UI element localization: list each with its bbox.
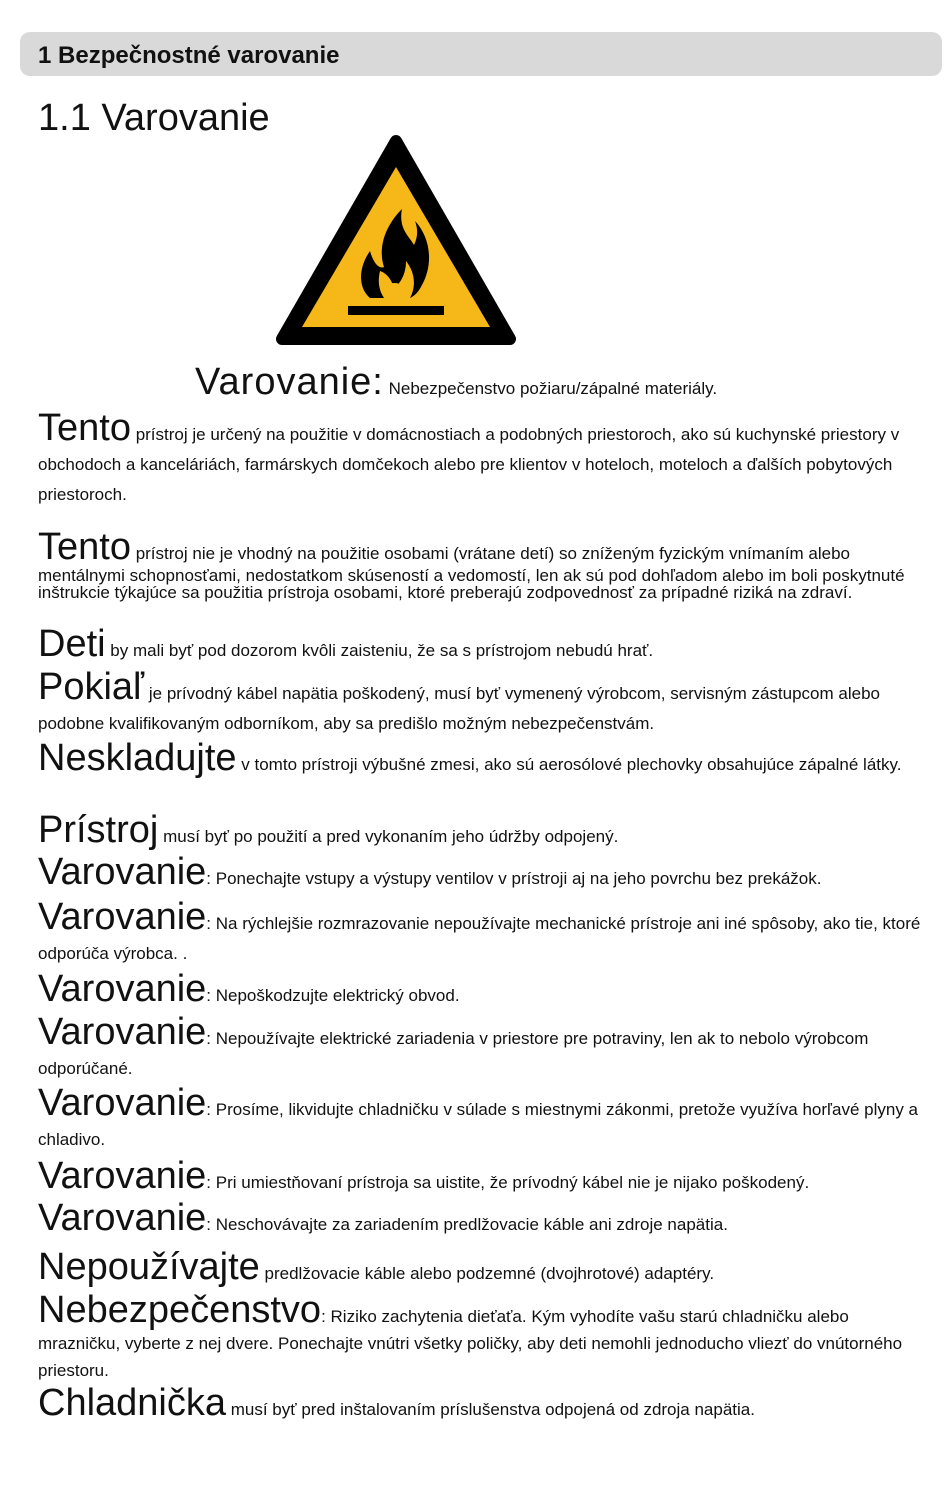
paragraph-text: : Ponechajte vstupy a výstupy ventilov v prístroji aj na jeho povrchu bez prekážok. xyxy=(206,869,822,888)
paragraph-lead: Varovanie xyxy=(38,1155,207,1197)
paragraph-lead: Pokiaľ xyxy=(38,666,145,708)
paragraph-text: prístroj nie je vhodný na použitie osobami (vrátane detí) so zníženým fyzickým vnímaním alebo mentálnymi schopnosťami, nedostatkom skúseností a vedomostí, len ak sú pod dohľadom alebo im boli poskytnuté inštrukcie týkajúce sa použitia prístroja osobami, ktoré preberajú zodpovednosť za prípadné riziká na zdraví. xyxy=(38,544,905,602)
paragraph-lead: Chladnička xyxy=(38,1382,226,1424)
paragraph-lead: Nepoužívajte xyxy=(38,1246,260,1288)
caption-text: Nebezpečenstvo požiaru/zápalné materiály. xyxy=(383,379,718,398)
paragraph-text: : Pri umiestňovaní prístroja sa uistite, že prívodný kábel nie je nijako poškodený. xyxy=(206,1173,810,1192)
flammable-warning-icon xyxy=(274,133,518,347)
paragraph-lead: Neskladujte xyxy=(38,737,237,779)
paragraph-text: : Na rýchlejšie rozmrazovanie nepoužívajte mechanické prístroje ani iné spôsoby, ako tie, ktoré odporúča výrobca. . xyxy=(38,914,921,963)
paragraph xyxy=(38,1247,933,1290)
paragraph xyxy=(38,1198,933,1241)
paragraph-lead: Deti xyxy=(38,623,106,665)
paragraph-lead: Varovanie xyxy=(38,1011,207,1053)
paragraph-text: by mali byť pod dozorom kvôli zaisteniu, že sa s prístrojom nebudú hrať. xyxy=(105,641,654,660)
paragraph-lead: Tento xyxy=(38,526,131,568)
flame-core xyxy=(381,283,407,299)
flame-base-bar xyxy=(348,306,444,315)
paragraph-text: musí byť po použití a pred vykonaním jeho údržby odpojený. xyxy=(158,827,619,846)
paragraph-lead: Varovanie xyxy=(38,968,207,1010)
paragraph xyxy=(38,810,933,853)
paragraph-lead: Varovanie xyxy=(38,1082,207,1124)
paragraph-lead: Varovanie xyxy=(38,851,207,893)
paragraph xyxy=(38,897,933,969)
paragraph xyxy=(38,852,933,895)
section-title xyxy=(38,42,339,70)
paragraph-text: v tomto prístroji výbušné zmesi, ako sú aerosólové plechovky obsahujúce zápalné látky. xyxy=(236,755,902,774)
paragraph-text: : Nepoužívajte elektrické zariadenia v priestore pre potraviny, len ak to nebolo výrobcom odporúčané. xyxy=(38,1029,869,1078)
paragraph xyxy=(38,1083,933,1155)
paragraph-lead: Prístroj xyxy=(38,809,159,851)
paragraph xyxy=(38,408,933,510)
section-number: 1 xyxy=(38,42,52,69)
paragraph xyxy=(38,667,933,739)
paragraph-text: : Nepoškodzujte elektrický obvod. xyxy=(206,986,460,1005)
paragraph xyxy=(38,1156,933,1199)
paragraph-text: je prívodný kábel napätia poškodený, musí byť vymenený výrobcom, servisným zástupcom alebo podobne kvalifikovaným odborníkom, aby sa predišlo možným nebezpečenstvám. xyxy=(38,684,880,733)
paragraph-text: : Prosíme, likvidujte chladničku v súlade s miestnymi zákonmi, pretože využíva horľavé plyny a chladivo. xyxy=(38,1100,918,1149)
caption-label: Varovanie: xyxy=(195,361,384,403)
paragraph xyxy=(38,738,933,780)
paragraph-text: musí byť pred inštalovaním príslušenstva odpojená od zdroja napätia. xyxy=(226,1400,755,1419)
subsection-title: 1.1 Varovanie xyxy=(38,97,270,139)
paragraph-text: prístroj je určený na použitie v domácnostiach a podobných priestoroch, ako sú kuchynské priestory v obchodoch a kanceláriách, farmárskych domčekoch alebo pre klientov v hoteloch, moteloch a ďalších pobytových priestoroch. xyxy=(38,425,900,504)
paragraph xyxy=(38,624,933,667)
paragraph-lead: Varovanie xyxy=(38,1197,207,1239)
paragraph-text: : Riziko zachytenia dieťaťa. Kým vyhodíte vašu starú chladničku alebo mrazničku, vyberte z nej dvere. Ponechajte vnútri všetky poličky, aby deti nemohli jednoducho vliezť do vnútorného priestoru. xyxy=(38,1307,903,1380)
paragraph xyxy=(38,969,933,1012)
paragraph xyxy=(38,1290,933,1384)
warning-caption xyxy=(195,360,935,412)
paragraph xyxy=(38,1383,933,1426)
paragraph-lead: Nebezpečenstvo xyxy=(38,1289,322,1331)
section-title-text: Bezpečnostné varovanie xyxy=(58,42,340,69)
paragraph xyxy=(38,527,933,601)
paragraph-text: : Neschovávajte za zariadením predlžovacie káble ani zdroje napätia. xyxy=(206,1215,728,1234)
paragraph xyxy=(38,1012,933,1084)
paragraph-text: predlžovacie káble alebo podzemné (dvojhrotové) adaptéry. xyxy=(259,1264,715,1283)
paragraph-lead: Varovanie xyxy=(38,896,207,938)
paragraph-lead: Tento xyxy=(38,407,131,449)
